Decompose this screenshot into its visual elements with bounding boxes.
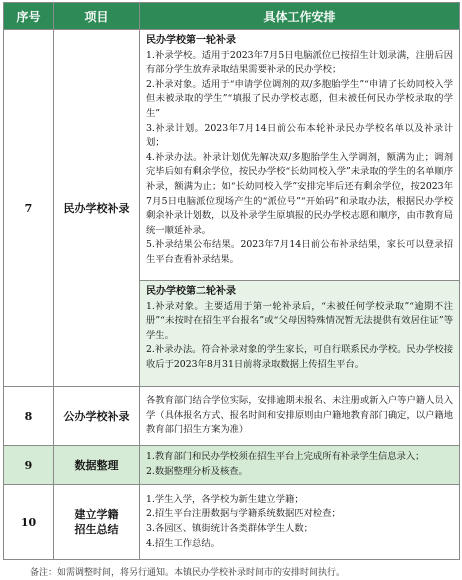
row-item: 民办学校补录: [54, 30, 140, 387]
paragraph: 3.各园区、镇街统计各类群体学生人数；: [146, 523, 313, 534]
header-number: 序号: [4, 3, 54, 30]
row-number: 9: [4, 446, 54, 485]
paragraph: 各教育部门结合学位实际，安排逾期未报名、未注册或新入户等户籍人员入学（具体报名方式、报名时间和安排原则由户籍地教育部门确定，以户籍地教育部门招生方案为准）: [146, 395, 453, 436]
table-row: [4, 387, 460, 446]
arrangement-cell: [140, 485, 460, 560]
table-row: [4, 485, 460, 560]
header-item: 项目: [54, 3, 140, 30]
row-number: 7: [4, 30, 54, 387]
row-item: 公办学校补录: [54, 387, 140, 446]
row-item: [54, 485, 140, 560]
arrangement-cell: [140, 30, 460, 281]
table-row: [4, 446, 460, 485]
paragraph: 2.招生平台注册数据与学籍系统数据匹对检查；: [146, 508, 341, 520]
header-arrangement: 具体工作安排: [140, 3, 460, 30]
table-header-row: [4, 3, 460, 30]
paragraph: 1.教育部门和民办学校须在招生平台上完成所有补录学生信息录入；: [146, 451, 425, 463]
paragraph: 4.补录办法。补录计划优先解决双/多胞胎学生入学调剂，额满为止；调剂完毕后如有剩余学位，按民办学校“长幼同校入学”未录取的学生的名单顺序补录，额满为止；如“长幼同校入学”安排完毕后还有剩余学位，按2023年7月5日电脑派位现场产生的“派位号”“开始码”和录取办法，根据民办学校剩余补录计划数，以及补录学生原填报的民办学校志愿和顺序，由市教育局统一顺延补录。: [146, 151, 454, 236]
paragraph: 4.招生工作总结。: [146, 537, 220, 549]
paragraph: 5.补录结果公布结果。2023年7月14日前公布补录结果，家长可以登录招生平台查看补录结果。: [146, 239, 453, 265]
row-number: 8: [4, 387, 54, 446]
paragraph: 3.补录计划。2023年7月14日前公布本轮补录民办学校名单以及补录计划；: [146, 122, 453, 149]
row-item: 数据整理: [54, 446, 140, 485]
row-item-line: 建立学籍: [74, 508, 119, 521]
paragraph: 2.补录办法。符合补录对象的学生家长，可自行联系民办学校。民办学校接收后于2023年8月31日前将录取数据上传招生平台。: [146, 344, 453, 370]
paragraph: 2.数据整理分析及核查。: [146, 466, 248, 477]
block-title: 民办学校第二轮补录: [146, 286, 236, 297]
table-row: [4, 30, 460, 281]
footnote: 备注：如需调整时间，将另行通知。本镇民办学校补录时间市的安排时间执行。: [30, 568, 346, 578]
paragraph: 1.补录对象。主要适用于第一轮补录后，“未被任何学校录取”“逾期不注册”“未按时在招生平台报名”或“父母因特殊情况暂无法提供有效居住证”等学生。: [146, 300, 453, 341]
arrangement-cell: [140, 446, 460, 485]
paragraph: 2.补录对象。适用于“申请学位调剂的双/多胞胎学生”“申请了长幼同校入学但未被录取的学生”“填报了民办学校志愿，但未被任何民办学校录取的学生”: [146, 78, 453, 119]
arrangement-cell: [140, 281, 460, 387]
row-item-line: 招生总结: [74, 523, 119, 536]
enrollment-schedule-table: [3, 2, 460, 560]
block-title: 民办学校第一轮补录: [146, 35, 236, 46]
row-number: 10: [4, 485, 54, 560]
arrangement-cell: [140, 387, 460, 446]
paragraph: 1.补录学校。适用于2023年7月5日电脑派位已按招生计划录满，注册后因有部分学生放弃录取结果需要补录的民办学校；: [146, 49, 453, 76]
paragraph: 1.学生入学，各学校为新生建立学籍；: [146, 493, 304, 505]
